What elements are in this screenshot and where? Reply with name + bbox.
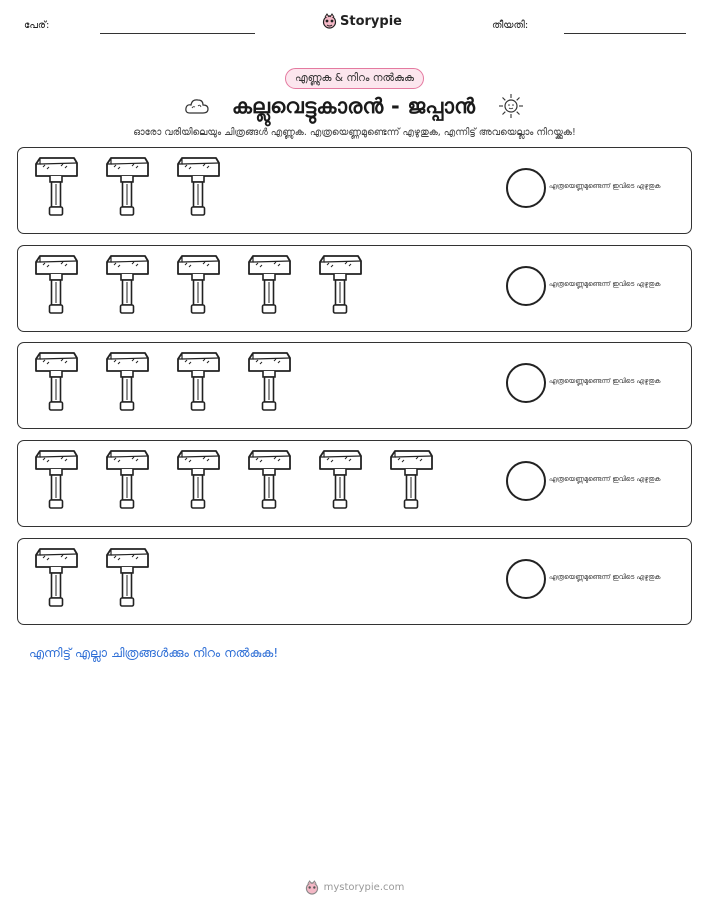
activity-badge: എണ്ണുക & നിറം നൽകുക — [285, 68, 424, 89]
hammer-icon — [241, 349, 297, 415]
activity-badge-wrap — [0, 66, 709, 89]
answer-circle[interactable] — [506, 461, 546, 501]
answer-circle[interactable] — [506, 168, 546, 208]
answer-label: എത്രയെണ്ണമുണ്ടെന്ന് ഇവിടെ എഴുതുക — [549, 377, 661, 385]
hammer-icon — [99, 545, 155, 611]
cloud-icon — [184, 96, 210, 116]
hammer-icon — [241, 252, 297, 318]
footer-url: mystorypie.com — [323, 882, 405, 893]
hammer-icon — [28, 349, 84, 415]
counting-row-5 — [17, 538, 692, 625]
hammer-icon — [28, 154, 84, 220]
date-label: തീയതി: — [492, 20, 529, 31]
brand-name: Storypie — [340, 13, 402, 29]
name-label: പേര്: — [24, 20, 50, 31]
counting-row-3 — [17, 342, 692, 429]
hammer-icon — [170, 349, 226, 415]
hammer-icon — [28, 252, 84, 318]
instructions: ഓരോ വരിയിലെയും ചിത്രങ്ങൾ എണ്ണുക. എത്രയെണ്ണമുണ്ടെന്ന് എഴുതുക, എന്നിട്ട് അവയെല്ലാം നിറയ്ക്കുക! — [133, 127, 576, 138]
storypie-logo-icon — [305, 880, 319, 895]
answer-circle[interactable] — [506, 266, 546, 306]
hammer-group — [28, 545, 155, 611]
answer-label: എത്രയെണ്ണമുണ്ടെന്ന് ഇവിടെ എഴുതുക — [549, 280, 661, 288]
hammer-group — [28, 252, 368, 318]
hammer-icon — [170, 447, 226, 513]
hammer-icon — [28, 447, 84, 513]
answer-label: എത്രയെണ്ണമുണ്ടെന്ന് ഇവിടെ എഴുതുക — [549, 573, 661, 581]
answer-label: എത്രയെണ്ണമുണ്ടെന്ന് ഇവിടെ എഴുതുക — [549, 182, 661, 190]
hammer-icon — [383, 447, 439, 513]
sun-icon — [497, 92, 525, 120]
answer-circle[interactable] — [506, 363, 546, 403]
page-title: കല്ലുവെട്ടുകാരൻ - ജപ്പാൻ — [231, 93, 476, 118]
footer-note: എന്നിട്ട് എല്ലാ ചിത്രങ്ങൾക്കും നിറം നൽകുക! — [29, 645, 279, 660]
hammer-icon — [241, 447, 297, 513]
counting-row-1 — [17, 147, 692, 234]
hammer-group — [28, 349, 297, 415]
hammer-icon — [99, 349, 155, 415]
hammer-icon — [99, 447, 155, 513]
counting-row-2 — [17, 245, 692, 332]
storypie-logo-icon — [322, 13, 337, 29]
hammer-group — [28, 154, 226, 220]
hammer-icon — [28, 545, 84, 611]
title-row — [0, 92, 709, 120]
date-field[interactable] — [564, 33, 686, 34]
hammer-icon — [99, 154, 155, 220]
hammer-icon — [170, 154, 226, 220]
answer-circle[interactable] — [506, 559, 546, 599]
answer-label: എത്രയെണ്ണമുണ്ടെന്ന് ഇവിടെ എഴുതുക — [549, 475, 661, 483]
name-field[interactable] — [100, 33, 255, 34]
footer-brand — [0, 880, 709, 895]
hammer-icon — [312, 252, 368, 318]
hammer-icon — [170, 252, 226, 318]
brand-logo — [322, 13, 402, 29]
hammer-icon — [99, 252, 155, 318]
hammer-group — [28, 447, 439, 513]
worksheet-header — [0, 0, 709, 50]
hammer-icon — [312, 447, 368, 513]
counting-row-4 — [17, 440, 692, 527]
